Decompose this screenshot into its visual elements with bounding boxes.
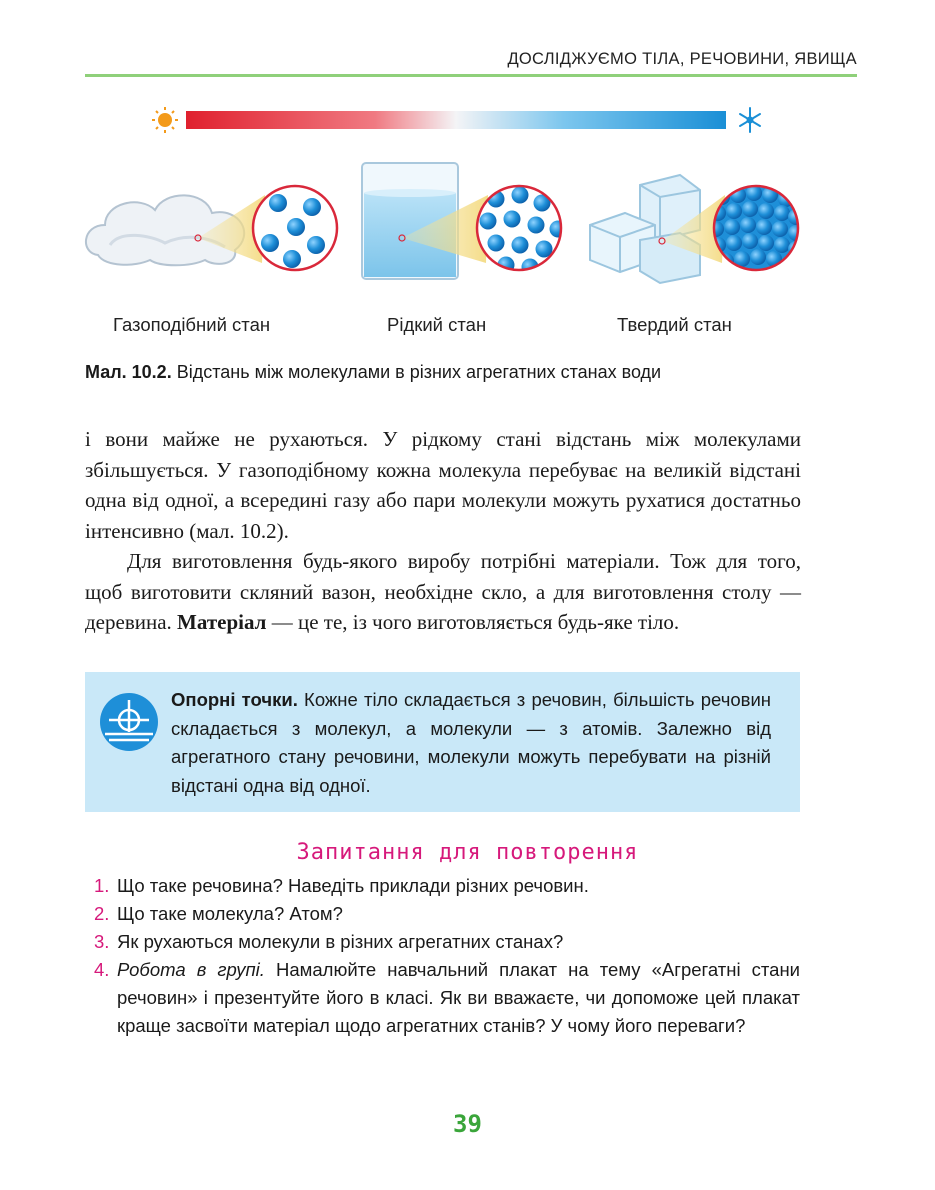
term-material: Матеріал bbox=[177, 610, 267, 634]
questions-list bbox=[94, 872, 800, 1040]
key-points-body: Кожне тіло складається з речовин, більшість речовин складається з молекул, а молекули — з атомів. Залежно від агрегатного стану речовини, молекули можуть перебувати на різній відстані одна від одної. bbox=[171, 689, 771, 796]
question-item bbox=[94, 928, 800, 956]
question-text: Що таке молекула? Атом? bbox=[117, 903, 343, 924]
question-number: 3. bbox=[94, 931, 110, 952]
question-item bbox=[94, 872, 800, 900]
header-title: ДОСЛІДЖУЄМО ТІЛА, РЕЧОВИНИ, ЯВИЩА bbox=[507, 50, 857, 68]
figure-caption-number: Мал. 10.2. bbox=[85, 362, 172, 382]
liquid-molecules-circle bbox=[477, 186, 567, 276]
paragraph: і вони майже не рухаються. У рідкому стані відстань між молекулами збільшується. У газоподібному кожна молекула перебуває на великій відстані одна від одної, а всередині газу або пари молекули можуть рухатися достатньо інтенсивно (мал. 10.2). bbox=[85, 427, 801, 543]
label-gas-state: Газоподібний стан bbox=[113, 314, 271, 335]
key-points-title: Опорні точки. bbox=[171, 689, 298, 710]
question-text: Намалюйте навчальний плакат на тему «Агрегатні стани речовин» і презентуйте його в класі. Як ви вважаєте, чи допоможе цей плакат краще засвоїти матеріал щодо агрегатних станів? У чому його переваги? bbox=[117, 959, 800, 1036]
question-number: 4. bbox=[94, 959, 110, 980]
paragraph-text: — це те, із чого виготовляється будь-яке тіло. bbox=[266, 610, 680, 634]
figure-caption-text: Відстань між молекулами в різних агрегатних станах води bbox=[171, 362, 662, 382]
gas-molecules-circle bbox=[253, 186, 337, 270]
body-text bbox=[85, 424, 801, 638]
temperature-gradient-bar bbox=[186, 111, 726, 129]
paragraph bbox=[85, 546, 801, 638]
question-number: 1. bbox=[94, 875, 110, 896]
question-task-type: Робота в групі. bbox=[117, 959, 265, 980]
questions-heading: Запитання для повторення bbox=[296, 840, 639, 865]
target-icon bbox=[99, 692, 159, 752]
question-text: Що таке речовина? Наведіть приклади різних речовин. bbox=[117, 875, 589, 896]
question-text: Як рухаються молекули в різних агрегатних станах? bbox=[117, 931, 564, 952]
label-solid-state: Твердий стан bbox=[617, 314, 732, 335]
sun-icon bbox=[152, 107, 178, 133]
question-item bbox=[94, 956, 800, 1040]
question-number: 2. bbox=[94, 903, 110, 924]
key-points-box bbox=[85, 672, 800, 812]
page-number: 39 bbox=[453, 1110, 482, 1138]
figure-caption bbox=[85, 362, 661, 383]
paragraph-text: Для виготовлення будь-якого виробу потрібні матеріали. Тож для того, щоб виготовити скляний вазон, необхідне скло, а для виготовлення столу — деревина. bbox=[85, 549, 801, 634]
snowflake-icon bbox=[740, 108, 760, 132]
page-header bbox=[85, 44, 857, 77]
label-liquid-state: Рідкий стан bbox=[387, 314, 487, 335]
key-points-text bbox=[171, 686, 771, 800]
question-item bbox=[94, 900, 800, 928]
